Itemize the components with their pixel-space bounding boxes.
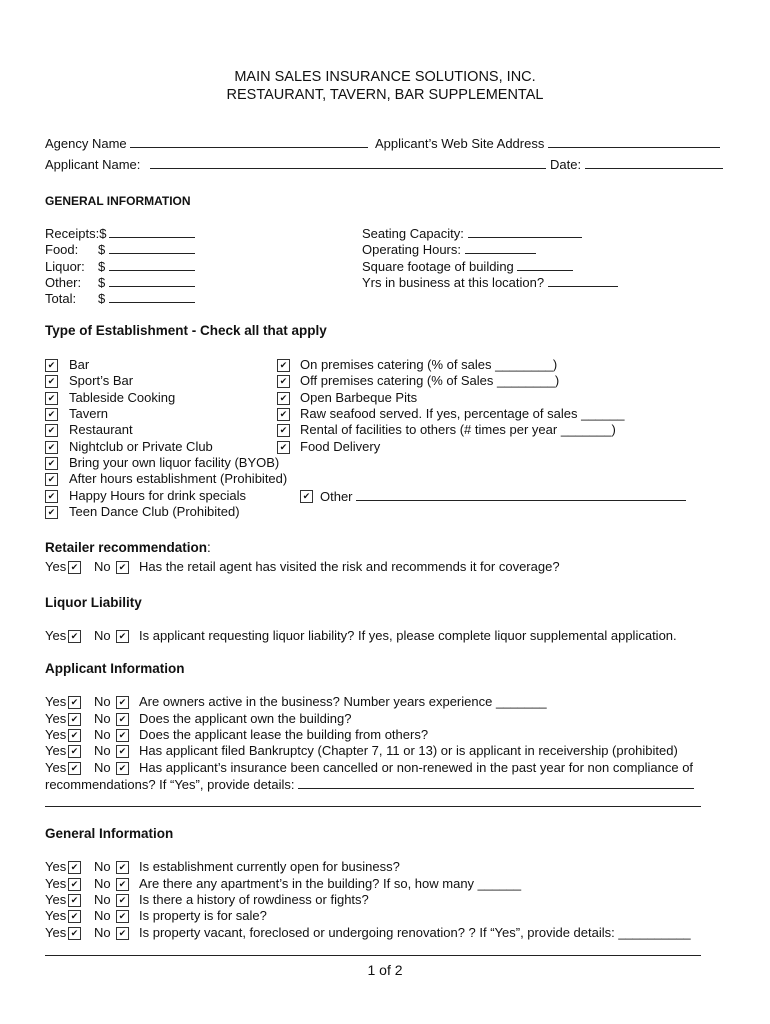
- yes-label: Yes: [45, 760, 67, 775]
- receipt-label: Other:: [45, 275, 82, 290]
- applicant-name-label: Applicant Name:: [45, 157, 141, 172]
- yes-checkbox[interactable]: ✔: [68, 696, 81, 709]
- establishment-checkbox[interactable]: ✔: [45, 506, 58, 519]
- establishment-checkbox[interactable]: ✔: [277, 392, 290, 405]
- receipt-blank[interactable]: [109, 241, 195, 254]
- details-line-2[interactable]: [45, 955, 701, 956]
- yes-label: Yes: [45, 694, 67, 709]
- no-checkbox[interactable]: ✔: [116, 713, 129, 726]
- liquor-heading: Liquor Liability: [45, 595, 142, 610]
- no-checkbox[interactable]: ✔: [116, 894, 129, 907]
- question-text: Has applicant filed Bankruptcy (Chapter 7, 11 or 13) or is applicant in receivership (prohibited): [139, 743, 678, 758]
- receipt-label: Receipts:$: [45, 226, 107, 241]
- currency-symbol: $: [98, 242, 106, 257]
- yes-checkbox[interactable]: ✔: [68, 630, 81, 643]
- yes-checkbox[interactable]: ✔: [68, 927, 81, 940]
- details-field[interactable]: [45, 776, 694, 793]
- yes-checkbox[interactable]: ✔: [68, 762, 81, 775]
- establishment-label: Raw seafood served. If yes, percentage of sales ______: [300, 406, 625, 421]
- receipt-field[interactable]: [45, 241, 195, 258]
- no-checkbox[interactable]: ✔: [116, 762, 129, 775]
- establishment-checkbox[interactable]: ✔: [45, 473, 58, 486]
- yes-checkbox[interactable]: ✔: [68, 713, 81, 726]
- yes-label: Yes: [45, 727, 67, 742]
- question-text: Has the retail agent has visited the risk and recommends it for coverage?: [139, 559, 560, 574]
- page-number: 1 of 2: [367, 962, 403, 978]
- info-label: Operating Hours:: [362, 242, 461, 257]
- yes-label: Yes: [45, 908, 67, 923]
- receipt-label: Total:: [45, 291, 77, 306]
- yes-label: Yes: [45, 925, 67, 940]
- receipt-blank[interactable]: [109, 258, 195, 271]
- no-checkbox[interactable]: ✔: [116, 745, 129, 758]
- establishment-checkbox[interactable]: ✔: [45, 490, 58, 503]
- date-label: Date:: [550, 157, 582, 172]
- no-checkbox[interactable]: ✔: [116, 561, 129, 574]
- receipt-blank[interactable]: [109, 225, 195, 238]
- info-blank[interactable]: [548, 274, 618, 287]
- no-checkbox[interactable]: ✔: [116, 696, 129, 709]
- establishment-label: After hours establishment (Prohibited): [69, 471, 288, 486]
- yes-checkbox[interactable]: ✔: [68, 894, 81, 907]
- establishment-label: On premises catering (% of sales ________): [300, 357, 558, 372]
- yes-label: Yes: [45, 743, 67, 758]
- yes-label: Yes: [45, 876, 67, 891]
- establishment-checkbox[interactable]: ✔: [277, 441, 290, 454]
- receipt-label: Food:: [45, 242, 79, 257]
- no-checkbox[interactable]: ✔: [116, 927, 129, 940]
- establishment-label: Food Delivery: [300, 439, 381, 454]
- info-field[interactable]: [362, 274, 618, 291]
- date-field[interactable]: [550, 156, 723, 173]
- no-checkbox[interactable]: ✔: [116, 878, 129, 891]
- establishment-checkbox[interactable]: ✔: [277, 424, 290, 437]
- no-label: No: [94, 559, 111, 574]
- establishment-checkbox[interactable]: ✔: [277, 408, 290, 421]
- retailer-heading: Retailer recommendation:: [45, 540, 211, 555]
- website-field[interactable]: [375, 135, 720, 152]
- no-label: No: [94, 876, 111, 891]
- no-label: No: [94, 694, 111, 709]
- no-checkbox[interactable]: ✔: [116, 630, 129, 643]
- establishment-label: Off premises catering (% of Sales ________): [300, 373, 560, 388]
- establishment-checkbox[interactable]: ✔: [45, 375, 58, 388]
- establishment-label: Restaurant: [69, 422, 133, 437]
- no-label: No: [94, 760, 111, 775]
- info-label: Square footage of building: [362, 259, 514, 274]
- yes-checkbox[interactable]: ✔: [68, 745, 81, 758]
- other-checkbox[interactable]: ✔: [300, 490, 313, 503]
- no-checkbox[interactable]: ✔: [116, 729, 129, 742]
- question-text: Is there a history of rowdiness or fights?: [139, 892, 369, 907]
- receipt-field[interactable]: [45, 274, 195, 291]
- yes-label: Yes: [45, 892, 67, 907]
- other-field[interactable]: [320, 488, 686, 505]
- establishment-checkbox[interactable]: ✔: [45, 392, 58, 405]
- establishment-checkbox[interactable]: ✔: [277, 359, 290, 372]
- agency-name-label: Agency Name: [45, 136, 127, 151]
- info-label: Seating Capacity:: [362, 226, 464, 241]
- question-text: Does the applicant lease the building from others?: [139, 727, 429, 742]
- receipt-field[interactable]: [45, 225, 195, 242]
- yes-checkbox[interactable]: ✔: [68, 861, 81, 874]
- yes-label: Yes: [45, 859, 67, 874]
- website-label: Applicant’s Web Site Address: [375, 136, 545, 151]
- establishment-label: Happy Hours for drink specials: [69, 488, 247, 503]
- establishment-label: Open Barbeque Pits: [300, 390, 418, 405]
- no-label: No: [94, 711, 111, 726]
- no-label: No: [94, 628, 111, 643]
- question-text: Has applicant’s insurance been cancelled or non-renewed in the past year for non compliance of: [139, 760, 694, 775]
- receipt-blank[interactable]: [109, 290, 195, 303]
- yes-label: Yes: [45, 628, 67, 643]
- document-subtitle: RESTAURANT, TAVERN, BAR SUPPLEMENTAL: [226, 87, 544, 103]
- establishment-label: Rental of facilities to others (# times per year _______): [300, 422, 616, 437]
- currency-symbol: $: [98, 291, 106, 306]
- no-label: No: [94, 743, 111, 758]
- info-field[interactable]: [362, 258, 573, 275]
- question-text: Are there any apartment’s in the building? If so, how many ______: [139, 876, 522, 891]
- establishment-checkbox[interactable]: ✔: [45, 408, 58, 421]
- yes-checkbox[interactable]: ✔: [68, 878, 81, 891]
- details-line[interactable]: [45, 806, 701, 807]
- establishment-checkbox[interactable]: ✔: [45, 457, 58, 470]
- establishment-label: Bring your own liquor facility (BYOB): [69, 455, 280, 470]
- other-blank[interactable]: [356, 488, 686, 501]
- establishment-heading: Type of Establishment - Check all that apply: [45, 323, 327, 338]
- yes-checkbox[interactable]: ✔: [68, 729, 81, 742]
- no-label: No: [94, 727, 111, 742]
- yes-label: Yes: [45, 711, 67, 726]
- question-text: Does the applicant own the building?: [139, 711, 352, 726]
- document-title: MAIN SALES INSURANCE SOLUTIONS, INC.: [234, 69, 536, 85]
- establishment-checkbox[interactable]: ✔: [45, 441, 58, 454]
- establishment-label: Nightclub or Private Club: [69, 439, 213, 454]
- info-blank[interactable]: [465, 241, 536, 254]
- establishment-label: Bar: [69, 357, 90, 372]
- question-text: Is property is for sale?: [139, 908, 267, 923]
- yes-checkbox[interactable]: ✔: [68, 561, 81, 574]
- yes-label: Yes: [45, 559, 67, 574]
- establishment-label: Tavern: [69, 406, 109, 421]
- establishment-checkbox[interactable]: ✔: [277, 375, 290, 388]
- receipt-label: Liquor:: [45, 259, 85, 274]
- applicant-name-field[interactable]: [45, 156, 546, 173]
- no-label: No: [94, 908, 111, 923]
- no-label: No: [94, 892, 111, 907]
- establishment-checkbox[interactable]: ✔: [45, 424, 58, 437]
- no-label: No: [94, 859, 111, 874]
- no-label: No: [94, 925, 111, 940]
- general-heading: General Information: [45, 826, 174, 841]
- question-text: Is applicant requesting liquor liability? If yes, please complete liquor supplemental application.: [139, 628, 677, 643]
- question-text: Are owners active in the business? Number years experience _______: [139, 694, 547, 709]
- info-field[interactable]: [362, 241, 536, 258]
- info-field[interactable]: [362, 225, 582, 242]
- no-checkbox[interactable]: ✔: [116, 910, 129, 923]
- receipt-field[interactable]: [45, 290, 195, 307]
- receipt-blank[interactable]: [109, 274, 195, 287]
- establishment-label: Teen Dance Club (Prohibited): [69, 504, 240, 519]
- currency-symbol: $: [98, 275, 106, 290]
- info-label: Yrs in business at this location?: [362, 275, 545, 290]
- establishment-label: Sport’s Bar: [69, 373, 134, 388]
- currency-symbol: $: [98, 259, 106, 274]
- applicant-heading: Applicant Information: [45, 661, 185, 676]
- question-text: Is property vacant, foreclosed or undergoing renovation? ? If “Yes”, provide details: __________: [139, 925, 691, 940]
- no-checkbox[interactable]: ✔: [116, 861, 129, 874]
- details-label: recommendations? If “Yes”, provide details:: [45, 777, 295, 792]
- receipt-field[interactable]: [45, 258, 195, 275]
- yes-checkbox[interactable]: ✔: [68, 910, 81, 923]
- info-blank[interactable]: [468, 225, 582, 238]
- info-blank[interactable]: [517, 258, 573, 271]
- question-text: Is establishment currently open for business?: [139, 859, 400, 874]
- other-label: Other: [320, 489, 353, 504]
- agency-name-field[interactable]: [45, 135, 368, 152]
- establishment-label: Tableside Cooking: [69, 390, 176, 405]
- general-info-heading: GENERAL INFORMATION: [45, 194, 191, 208]
- establishment-checkbox[interactable]: ✔: [45, 359, 58, 372]
